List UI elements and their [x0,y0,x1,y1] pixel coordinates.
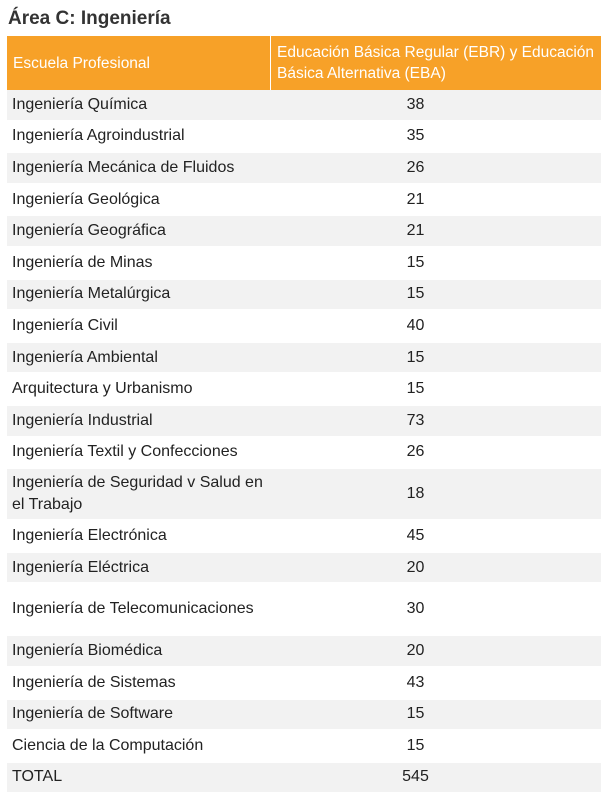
table-header [7,36,601,90]
table-row [7,668,601,700]
vacancy-count: 20 [270,553,601,585]
vacancy-count: 15 [270,731,601,763]
school-name: Ingeniería Ambiental [7,343,270,375]
table-body [7,90,601,794]
vacancy-count: 15 [270,343,601,375]
school-name: Ingeniería Civil [7,311,270,343]
total-label: TOTAL [7,763,270,795]
table-row [7,248,601,280]
table-row [7,280,601,312]
school-name: Ingeniería Agroindustrial [7,122,270,154]
table-row [7,584,601,636]
school-name: Ingeniería Textil y Confecciones [7,438,270,470]
vacancy-count: 43 [270,668,601,700]
table-row [7,553,601,585]
vacancy-count: 15 [270,248,601,280]
school-name: Ciencia de la Computación [7,731,270,763]
school-name: Ingeniería de Minas [7,248,270,280]
vacancy-count: 20 [270,636,601,668]
total-value: 545 [270,763,601,795]
vacancy-count: 21 [270,185,601,217]
vacancy-count: 15 [270,280,601,312]
vacancy-count: 21 [270,216,601,248]
vacancy-count: 30 [270,584,601,636]
table-row [7,374,601,406]
vacancy-count: 38 [270,90,601,122]
school-name: Ingeniería Electrónica [7,521,270,553]
school-name: Ingeniería de Telecomunicaciones [7,584,270,636]
vacancy-count: 15 [270,700,601,732]
table-row [7,343,601,375]
table-row [7,521,601,553]
school-name: Arquitectura y Urbanismo [7,374,270,406]
vacancy-count: 18 [270,469,601,521]
school-name: Ingeniería de Software [7,700,270,732]
total-row [7,763,601,795]
school-name: Ingeniería de Seguridad v Salud en el Trabajo [7,469,270,521]
school-name: Ingeniería Mecánica de Fluidos [7,153,270,185]
school-name: Ingeniería de Sistemas [7,668,270,700]
vacancy-count: 45 [270,521,601,553]
table-row [7,406,601,438]
page-title: Área C: Ingeniería [8,8,171,29]
school-name: Ingeniería Metalúrgica [7,280,270,312]
vacancy-count: 35 [270,122,601,154]
table-row [7,700,601,732]
vacancy-count: 26 [270,438,601,470]
school-name: Ingeniería Industrial [7,406,270,438]
header-row [7,36,601,90]
table-row [7,438,601,470]
school-name: Ingeniería Biomédica [7,636,270,668]
vacancy-count: 15 [270,374,601,406]
school-name: Ingeniería Eléctrica [7,553,270,585]
admissions-table [7,36,601,794]
school-name: Ingeniería Geológica [7,185,270,217]
vacancy-count: 40 [270,311,601,343]
table-row [7,153,601,185]
vacancy-count: 26 [270,153,601,185]
column-header-school: Escuela Profesional [7,36,270,90]
table-row [7,216,601,248]
vacancy-count: 73 [270,406,601,438]
column-header-ebr-eba: Educación Básica Regular (EBR) y Educación Básica Alternativa (EBA) [270,36,601,90]
table-row [7,311,601,343]
table-row [7,731,601,763]
table-row [7,122,601,154]
table-row [7,636,601,668]
table-row [7,90,601,122]
school-name: Ingeniería Geográfica [7,216,270,248]
school-name: Ingeniería Química [7,90,270,122]
table-row [7,469,601,521]
table-row [7,185,601,217]
